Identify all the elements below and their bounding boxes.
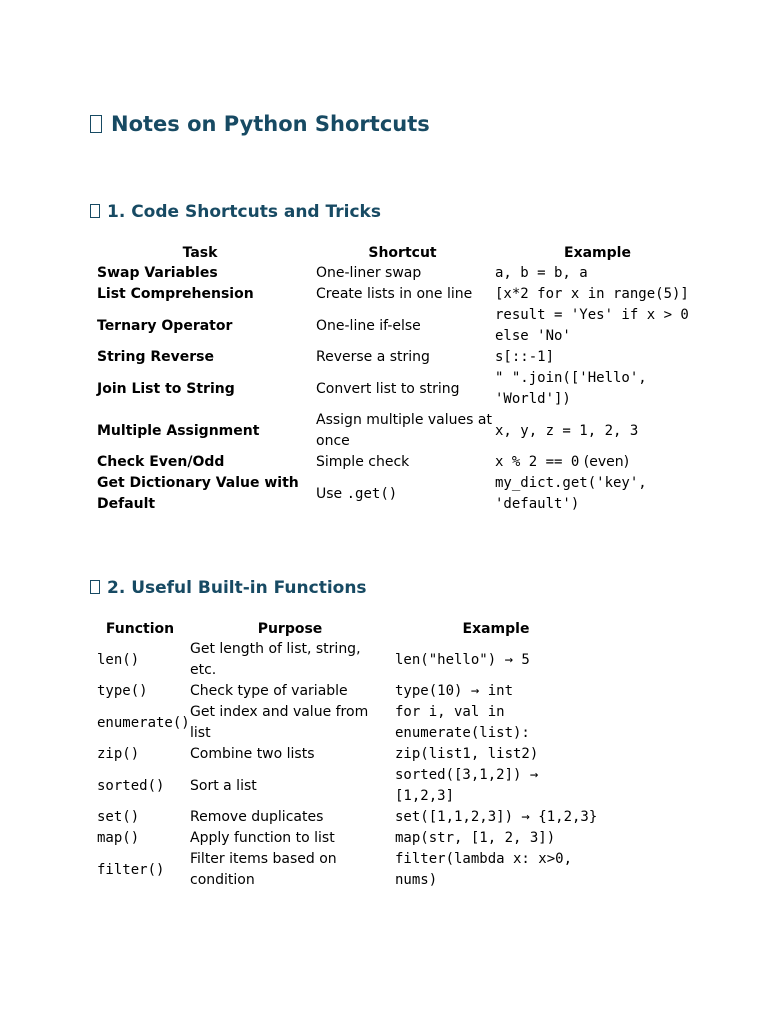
purpose-cell: Get index and value from list — [190, 704, 369, 741]
example-cell: [x*2 for x in range(5)] — [495, 286, 689, 302]
function-cell: enumerate() — [97, 714, 190, 731]
shortcut-cell: Simple check — [316, 454, 410, 470]
shortcut-cell: One-line if-else — [316, 317, 421, 334]
purpose-cell: Get length of list, string, etc. — [190, 641, 361, 678]
table-row — [90, 702, 602, 744]
shortcuts-table — [90, 242, 700, 515]
example-cell: sorted([3,1,2]) → [1,2,3] — [395, 767, 539, 804]
task-cell: Swap Variables — [97, 265, 218, 281]
table-row — [90, 452, 700, 473]
table-row — [90, 284, 700, 305]
function-cell: set() — [97, 809, 140, 825]
table-row — [90, 305, 700, 347]
table-row — [90, 681, 602, 702]
section-heading-shortcuts — [90, 202, 381, 222]
table-row — [90, 639, 602, 681]
table-row — [90, 828, 602, 849]
table-row — [90, 744, 602, 765]
purpose-cell: Check type of variable — [190, 683, 348, 699]
task-cell: Multiple Assignment — [97, 422, 260, 439]
missing-glyph-icon — [90, 580, 100, 594]
example-code: x % 2 == 0 — [495, 454, 580, 470]
shortcut-text: Use — [316, 485, 347, 502]
table-row — [90, 368, 700, 410]
shortcut-cell: Reverse a string — [316, 349, 430, 365]
purpose-cell: Combine two lists — [190, 746, 315, 762]
task-cell: Ternary Operator — [97, 317, 233, 334]
column-header: Function — [105, 620, 175, 637]
table-row — [90, 849, 602, 891]
function-cell: zip() — [97, 746, 140, 762]
section-heading-text: 1. Code Shortcuts and Tricks — [107, 202, 381, 222]
shortcut-cell: Convert list to string — [316, 380, 460, 397]
table-header-row — [90, 242, 700, 263]
example-cell: x, y, z = 1, 2, 3 — [495, 422, 639, 439]
purpose-cell: Apply function to list — [190, 830, 335, 846]
function-cell: map() — [97, 830, 140, 846]
example-cell: s[::-1] — [495, 349, 555, 365]
table-row — [90, 347, 700, 368]
function-cell: filter() — [97, 861, 165, 878]
example-cell: set([1,1,2,3]) → {1,2,3} — [395, 809, 598, 825]
task-cell: Join List to String — [97, 380, 235, 397]
table-header-row — [90, 618, 602, 639]
column-header: Example — [462, 620, 530, 637]
column-header: Task — [182, 244, 218, 261]
example-note: (even) — [579, 454, 630, 470]
purpose-cell: Filter items based on condition — [190, 851, 337, 888]
column-header: Purpose — [257, 620, 323, 637]
shortcut-cell: One-liner swap — [316, 265, 422, 281]
shortcut-code: .get() — [346, 485, 398, 502]
table-row — [90, 473, 700, 515]
missing-glyph-icon — [90, 115, 102, 133]
example-cell: a, b = b, a — [495, 265, 588, 281]
builtins-table — [90, 618, 602, 891]
table-row — [90, 410, 700, 452]
example-cell: zip(list1, list2) — [395, 746, 539, 762]
function-cell: sorted() — [97, 777, 165, 794]
task-cell: Get Dictionary Value with Default — [97, 475, 299, 512]
purpose-cell: Remove duplicates — [190, 809, 324, 825]
missing-glyph-icon — [90, 204, 100, 218]
example-cell: map(str, [1, 2, 3]) — [395, 830, 556, 846]
shortcut-cell — [310, 473, 495, 515]
example-cell: result = 'Yes' if x > 0 else 'No' — [495, 307, 689, 344]
example-cell: for i, val in enumerate(list): — [395, 704, 530, 741]
example-cell: filter(lambda x: x>0, nums) — [395, 851, 573, 888]
page-title-text: Notes on Python Shortcuts — [111, 112, 430, 136]
task-cell: Check Even/Odd — [97, 454, 225, 470]
task-cell: String Reverse — [97, 349, 214, 365]
table-row — [90, 765, 602, 807]
table-row — [90, 263, 700, 284]
table-row — [90, 807, 602, 828]
example-cell: my_dict.get('key', 'default') — [495, 475, 647, 512]
purpose-cell: Sort a list — [190, 777, 257, 794]
example-cell — [495, 452, 700, 473]
section-heading-builtins — [90, 578, 367, 598]
example-cell: type(10) → int — [395, 683, 514, 699]
shortcut-cell: Create lists in one line — [316, 286, 473, 302]
example-cell: " ".join(['Hello', 'World']) — [495, 370, 647, 407]
function-cell: len() — [97, 651, 140, 668]
column-header: Shortcut — [368, 244, 437, 261]
function-cell: type() — [97, 683, 148, 699]
page-title — [90, 112, 430, 136]
section-heading-text: 2. Useful Built-in Functions — [107, 578, 367, 598]
column-header: Example — [564, 244, 631, 261]
example-cell: len("hello") → 5 — [395, 651, 530, 668]
task-cell: List Comprehension — [97, 286, 254, 302]
shortcut-cell: Assign multiple values at once — [316, 412, 492, 449]
